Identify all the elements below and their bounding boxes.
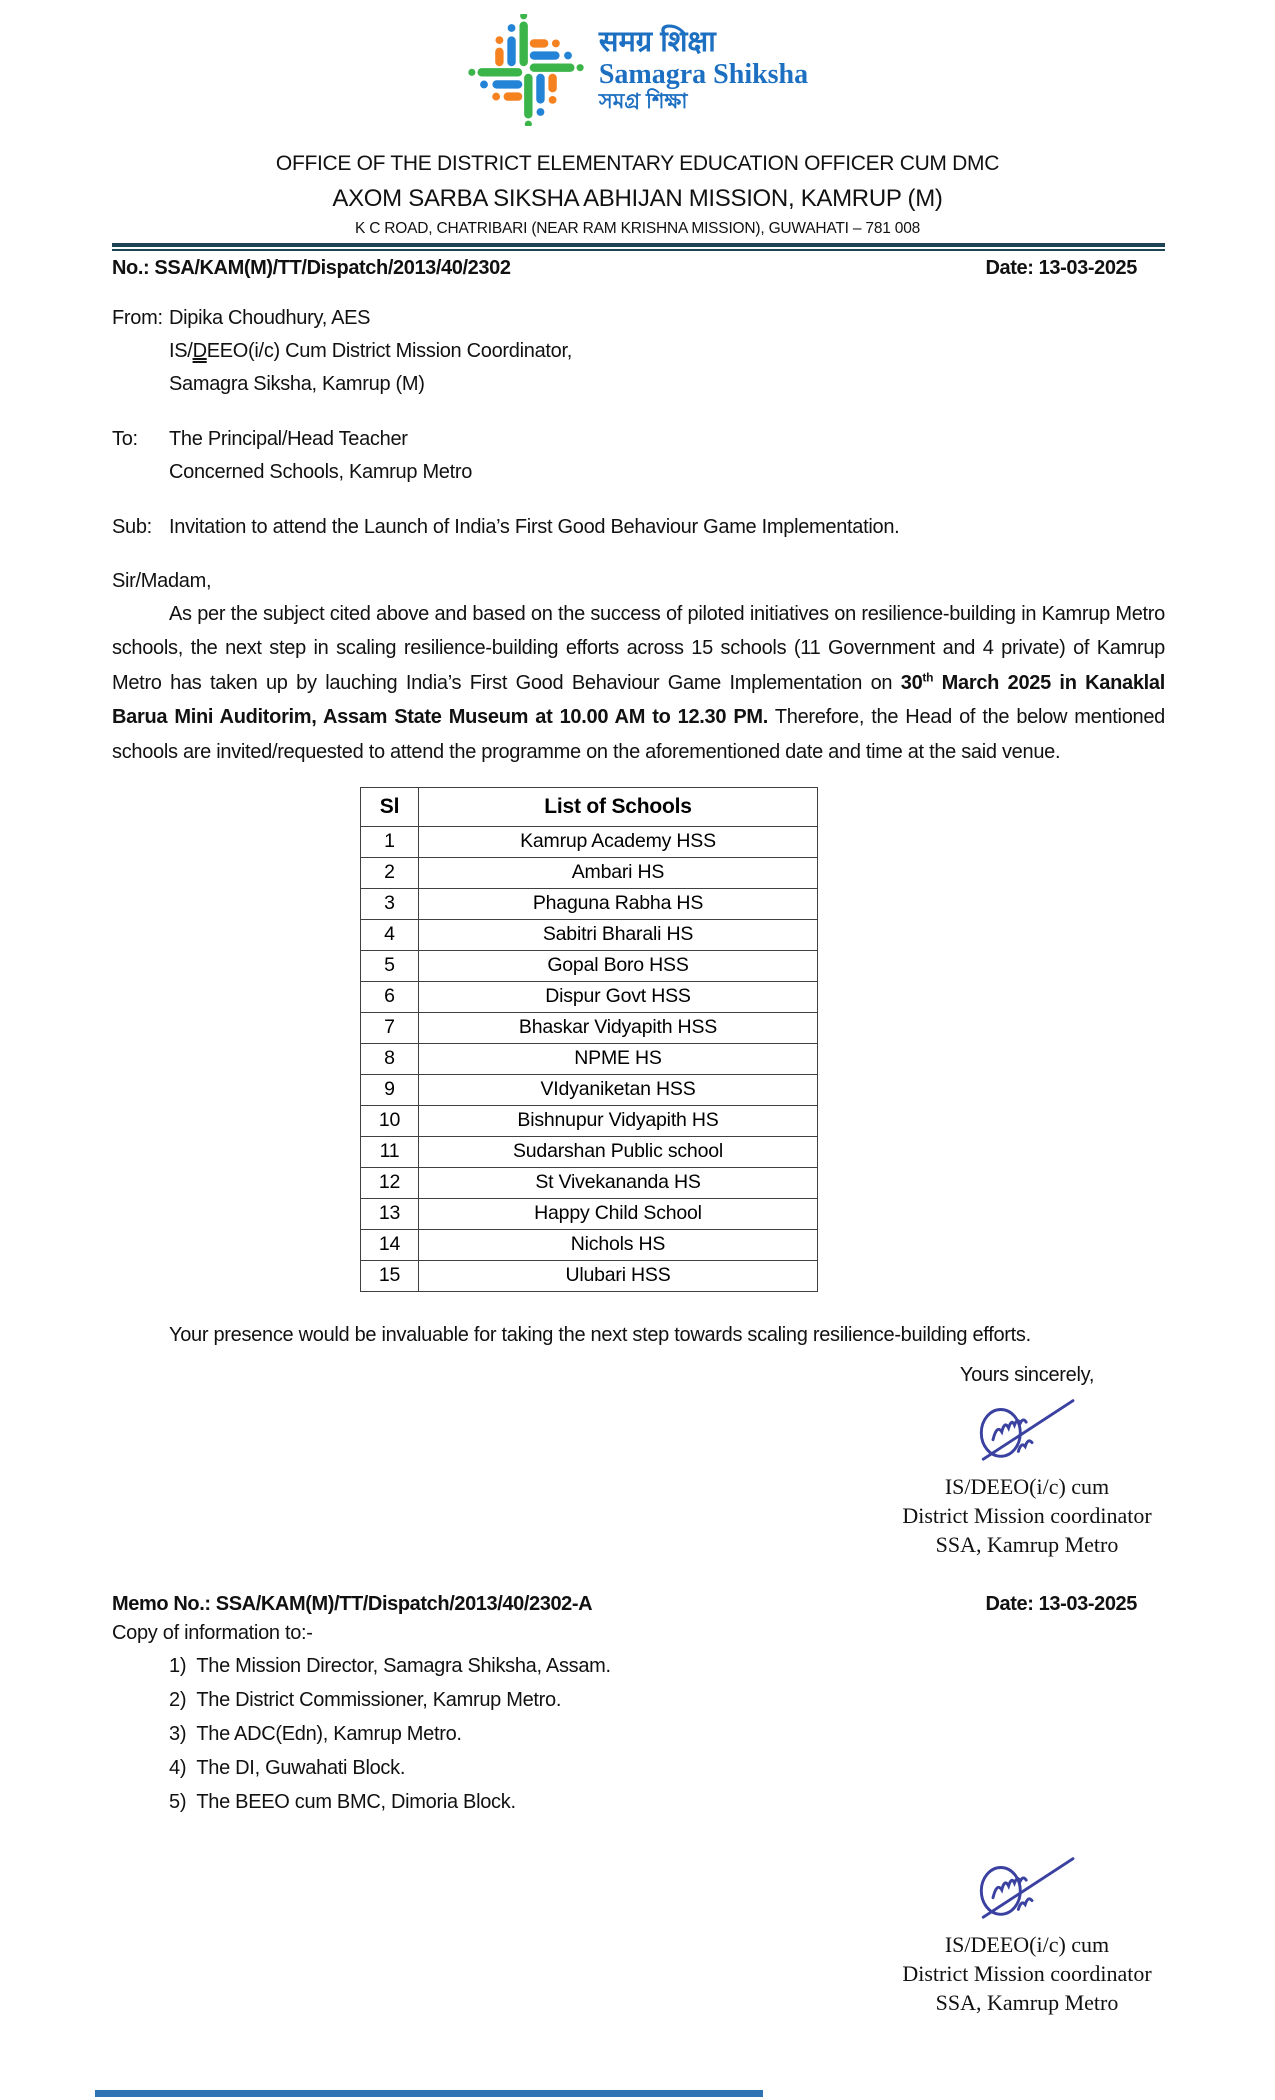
table-row xyxy=(361,919,818,950)
cell-sl: 4 xyxy=(361,919,419,950)
sig-line-1: IS/DEEO(i/c) cum xyxy=(944,1473,1110,1499)
to-label: To: xyxy=(112,428,138,450)
table-row xyxy=(361,1167,818,1198)
from-line-1: Dipika Choudhury, AES xyxy=(169,307,371,329)
cell-sl: 10 xyxy=(361,1105,419,1136)
subject-block xyxy=(112,511,1165,544)
header-divider xyxy=(112,243,1165,251)
copy-recipient: The ADC(Edn), Kamrup Metro. xyxy=(196,1723,462,1746)
sig-line-3: SSA, Kamrup Metro xyxy=(935,1532,1119,1558)
logo-title-english: Samagra Shiksha xyxy=(598,58,809,90)
cell-school: NPME HS xyxy=(419,1043,818,1074)
copy-recipient: The Mission Director, Samagra Shiksha, Assam. xyxy=(196,1655,611,1678)
from-block xyxy=(112,302,1165,401)
sig-line-2: District Mission coordinator xyxy=(902,1961,1152,1987)
logo-wordmark xyxy=(599,26,808,113)
reference-row xyxy=(112,257,1165,280)
cell-school: Dispur Govt HSS xyxy=(419,981,818,1012)
dispatch-number: No.: SSA/KAM(M)/TT/Dispatch/2013/40/2302 xyxy=(112,257,511,279)
table-row xyxy=(361,1198,818,1229)
cell-sl: 14 xyxy=(361,1229,419,1260)
table-row xyxy=(361,1074,818,1105)
signature-block-1 xyxy=(847,1364,1207,1559)
table-row xyxy=(361,950,818,981)
memo-reference-row xyxy=(112,1593,1165,1616)
cell-sl: 3 xyxy=(361,888,419,919)
column-header-schools: List of Schools xyxy=(419,787,818,826)
cell-school: Gopal Boro HSS xyxy=(419,950,818,981)
copy-recipient: The BEEO cum BMC, Dimoria Block. xyxy=(196,1791,516,1814)
to-block xyxy=(112,423,1165,489)
cell-sl: 11 xyxy=(361,1136,419,1167)
table-row xyxy=(361,826,818,857)
signatory-designation xyxy=(847,1930,1207,2017)
sig-line-2: District Mission coordinator xyxy=(902,1502,1152,1528)
logo-title-assamese: সমগ্ৰ শিক্ষা xyxy=(598,90,688,114)
cell-school: Ulubari HSS xyxy=(419,1260,818,1291)
signatory-designation xyxy=(847,1472,1207,1559)
from-lines xyxy=(169,302,1165,401)
table-row xyxy=(361,857,818,888)
body-paragraph: As per the subject cited above and based on the success of piloted initiatives on resilience-building in Kamrup Metro schools, the next step in scaling resilience-building efforts across 15 schools (11 Government and 4 private) of Kamrup Metro has taken up by lauching India’s First Good Behaviour Game Implementation on 30th March 2025 in Kanaklal Barua Mini Auditorim, Assam State Museum at 10.00 AM to 12.30 PM. Therefore, the Head of the below mentioned schools are invited/requested to attend the programme on the aforementioned date and time at the said venue. xyxy=(112,603,1165,763)
office-address-line: K C ROAD, CHATRIBARI (NEAR RAM KRISHNA MISSION), GUWAHATI – 781 008 xyxy=(354,220,921,237)
samagra-shiksha-logo-icon xyxy=(467,14,585,126)
yours-sincerely: Yours sincerely, xyxy=(959,1363,1095,1386)
table-row xyxy=(361,1229,818,1260)
memo-date: Date: 13-03-2025 xyxy=(985,1593,1137,1616)
signature-scribble-icon xyxy=(954,1847,1100,1925)
cell-sl: 6 xyxy=(361,981,419,1012)
copy-recipient: The DI, Guwahati Block. xyxy=(196,1757,406,1780)
subject-text: Invitation to attend the Launch of India’s First Good Behaviour Game Implementation. xyxy=(169,516,900,538)
to-lines xyxy=(169,423,1165,489)
logo-title-hindi: समग्र शिक्षा xyxy=(598,26,716,59)
sig-line-1: IS/DEEO(i/c) cum xyxy=(944,1932,1110,1958)
cell-school: Happy Child School xyxy=(419,1198,818,1229)
schools-table xyxy=(360,787,818,1292)
table-row xyxy=(361,1136,818,1167)
table-row xyxy=(361,1012,818,1043)
cell-sl: 5 xyxy=(361,950,419,981)
cell-school: Sabitri Bharali HS xyxy=(419,919,818,950)
cell-school: Nichols HS xyxy=(419,1229,818,1260)
from-label: From: xyxy=(112,307,163,329)
cell-sl: 2 xyxy=(361,857,419,888)
cell-school: St Vivekananda HS xyxy=(419,1167,818,1198)
from-line-2: IS/DEEO(i/c) Cum District Mission Coordinator, xyxy=(169,340,572,362)
closing-paragraph: Your presence would be invaluable for taking the next step towards scaling resilience-building efforts. xyxy=(169,1323,1031,1346)
copy-of-information-label: Copy of information to:- xyxy=(112,1622,313,1645)
letterhead xyxy=(0,0,1275,126)
sig-line-3: SSA, Kamrup Metro xyxy=(935,1990,1119,2016)
table-row xyxy=(361,1105,818,1136)
column-header-sl: Sl xyxy=(361,787,419,826)
table-row xyxy=(361,1260,818,1291)
cell-school: Phaguna Rabha HS xyxy=(419,888,818,919)
to-line-1: The Principal/Head Teacher xyxy=(169,428,408,450)
signature-block-2 xyxy=(847,1845,1207,2017)
to-line-2: Concerned Schools, Kamrup Metro xyxy=(169,461,473,483)
cell-sl: 7 xyxy=(361,1012,419,1043)
table-row xyxy=(361,888,818,919)
cell-school: Sudarshan Public school xyxy=(419,1136,818,1167)
cell-school: VIdyaniketan HSS xyxy=(419,1074,818,1105)
cell-sl: 8 xyxy=(361,1043,419,1074)
from-line-3: Samagra Siksha, Kamrup (M) xyxy=(169,373,425,395)
mission-title-line: AXOM SARBA SIKSHA ABHIJAN MISSION, KAMRUP (M) xyxy=(332,185,943,212)
cell-sl: 13 xyxy=(361,1198,419,1229)
signature-scribble-icon xyxy=(954,1389,1100,1467)
cell-sl: 1 xyxy=(361,826,419,857)
cell-sl: 9 xyxy=(361,1074,419,1105)
cell-school: Kamrup Academy HSS xyxy=(419,826,818,857)
salutation: Sir/Madam, xyxy=(112,570,212,592)
table-header-row xyxy=(361,787,818,826)
cell-school: Bishnupur Vidyapith HS xyxy=(419,1105,818,1136)
cell-school: Ambari HS xyxy=(419,857,818,888)
copy-recipient-list xyxy=(112,1649,1165,1819)
memo-number: Memo No.: SSA/KAM(M)/TT/Dispatch/2013/40/2302-A xyxy=(112,1593,593,1616)
office-title-line: OFFICE OF THE DISTRICT ELEMENTARY EDUCATION OFFICER CUM DMC xyxy=(275,152,1000,175)
table-row xyxy=(361,1043,818,1074)
subject-label: Sub: xyxy=(112,516,152,538)
cell-sl: 15 xyxy=(361,1260,419,1291)
cell-sl: 12 xyxy=(361,1167,419,1198)
footer-accent-bar xyxy=(95,2090,763,2097)
letter-date: Date: 13-03-2025 xyxy=(985,257,1137,279)
cell-school: Bhaskar Vidyapith HSS xyxy=(419,1012,818,1043)
copy-recipient: The District Commissioner, Kamrup Metro. xyxy=(196,1689,562,1712)
table-row xyxy=(361,981,818,1012)
